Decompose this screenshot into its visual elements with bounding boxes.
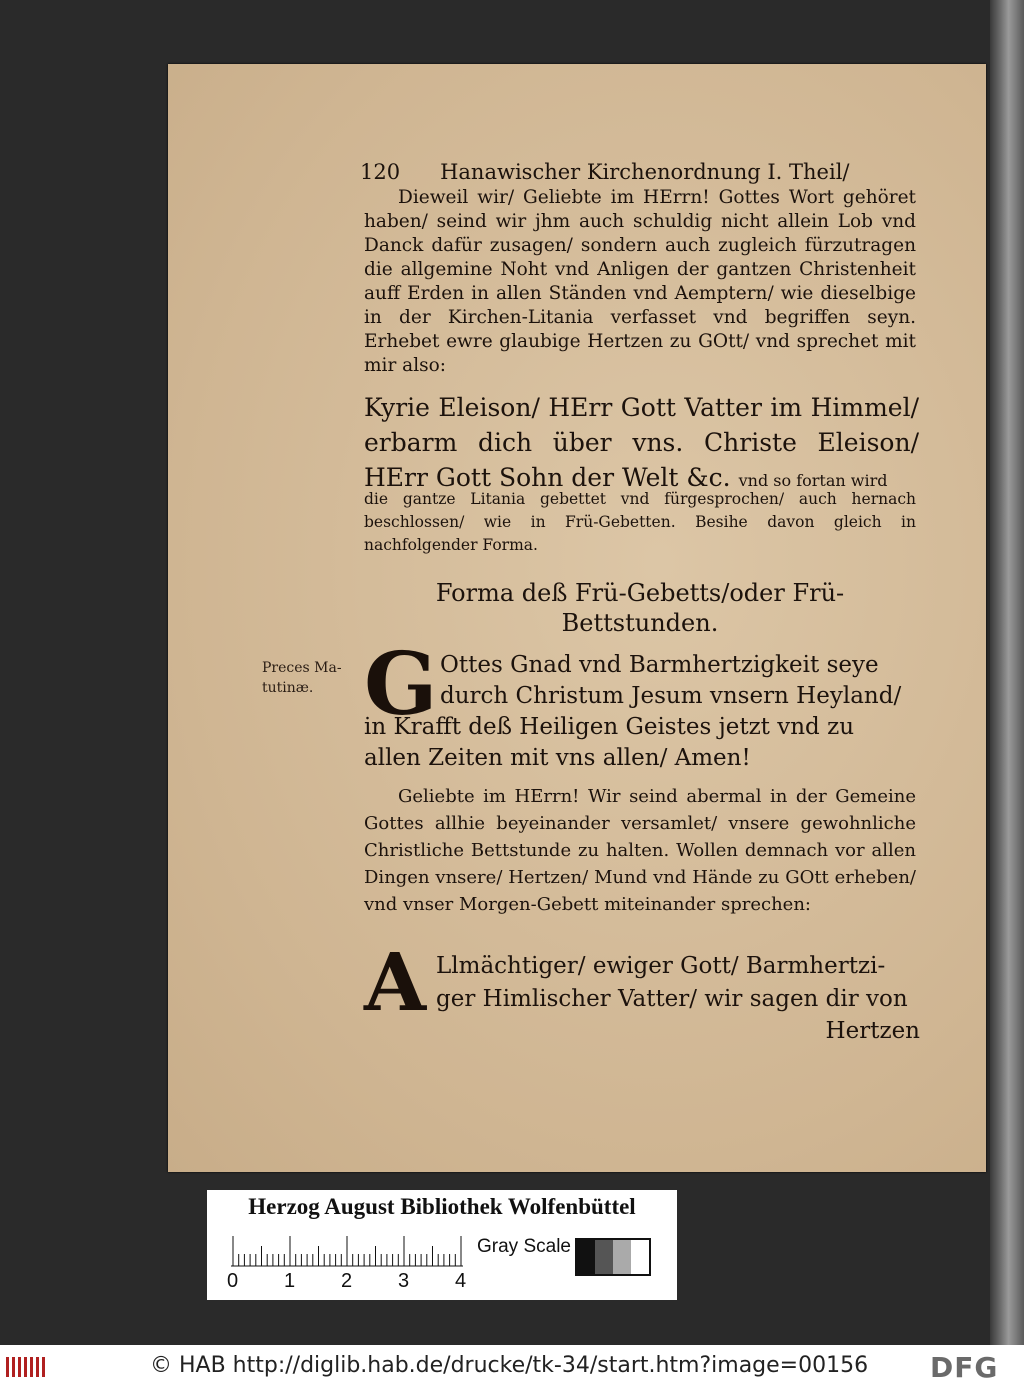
dfg-logo: DFG bbox=[930, 1351, 999, 1384]
ruler-number-4: 4 bbox=[455, 1270, 467, 1292]
ruler-ticks bbox=[231, 1236, 471, 1268]
section-title-line1: Forma deß Frü-Gebetts/oder Frü- bbox=[435, 579, 845, 607]
footer-bar bbox=[0, 1345, 1024, 1388]
prayer-opening bbox=[440, 650, 916, 712]
allm-line1: Llmächtiger/ ewiger Gott/ Barmhertzi- bbox=[436, 953, 886, 979]
ruler-title: Herzog August Bibliothek Wolfenbüttel bbox=[248, 1194, 636, 1219]
ruler-number-3: 3 bbox=[398, 1270, 410, 1292]
ruler-number-2: 2 bbox=[341, 1270, 353, 1292]
section-title-line2: Bettstunden. bbox=[561, 609, 719, 637]
hab-logo-icon bbox=[6, 1355, 46, 1379]
page-header bbox=[360, 160, 920, 184]
kyrie-litany bbox=[364, 390, 919, 498]
paragraph-text: Dieweil wir/ Geliebte im HErrn! Gottes Wort gehöret haben/ seind wir jhm auch schuldig nicht allein Lob vnd Danck dafür zusagen/ sondern auch zugleich fürzutragen die allgemine Noht vnd Anligen der gantzen Christenheit auff Erden in allen Ständen vnd Aemptern/ wie dieselbige in der Kirchen-Litania verfasset vnd begriffen seyn. Erhebet ewre glaubige Hertzen zu GOtt/ vnd sprechet mit mir also: bbox=[364, 187, 916, 376]
paragraph-geliebte bbox=[364, 783, 916, 918]
kyrie-text: Kyrie Eleison/ HErr Gott Vatter im Himmel/ erbarm dich über vns. Christe Eleison/ HErr Gott Sohn der Welt &c. bbox=[364, 393, 919, 492]
prayer-opening-rest: in Krafft deß Heiligen Geistes jetzt vnd zu allen Zeiten mit vns allen/ Amen! bbox=[364, 714, 855, 771]
color-ruler-card bbox=[207, 1190, 677, 1300]
prayer-allmaechtiger bbox=[436, 950, 916, 1016]
section-title bbox=[364, 578, 916, 638]
gray-swatch-4 bbox=[631, 1240, 649, 1274]
page-number: 120 bbox=[360, 160, 401, 184]
gray-swatch-2 bbox=[595, 1240, 613, 1274]
paragraph-dieweil bbox=[364, 186, 916, 378]
gray-scale-label: Gray Scale bbox=[477, 1236, 571, 1257]
copyright-link[interactable]: © HAB http://diglib.hab.de/drucke/tk-34/start.htm?image=00156 bbox=[150, 1353, 869, 1378]
margin-note-line2: tutinæ. bbox=[262, 680, 314, 696]
running-title: Hanawischer Kirchenordnung I. Theil/ bbox=[440, 160, 850, 184]
gray-scale-swatches bbox=[575, 1238, 651, 1276]
ruler-number-0: 0 bbox=[227, 1270, 239, 1292]
catchword: Hertzen bbox=[825, 1018, 920, 1044]
margin-note bbox=[262, 658, 342, 698]
kyrie-small-text: vnd so fortan wird bbox=[738, 471, 888, 490]
allm-line2: ger Himlischer Vatter/ wir sagen dir von bbox=[436, 986, 908, 1012]
drop-cap-a: A bbox=[364, 935, 427, 1029]
prayer-opening-line1: Ottes Gnad vnd Barmhertzigkeit seye bbox=[440, 652, 879, 678]
book-edge bbox=[990, 0, 1024, 1345]
margin-note-line1: Preces Ma- bbox=[262, 660, 342, 676]
drop-cap-g: G bbox=[364, 634, 438, 735]
prayer-opening-line2: durch Christum Jesum vnsern Heyland/ bbox=[440, 683, 902, 709]
kyrie-continuation: die gantze Litania gebettet vnd fürgesprochen/ auch hernach beschlossen/ wie in Frü-Gebetten. Besihe davon gleich in nachfolgender Forma. bbox=[364, 490, 916, 554]
gray-swatch-1 bbox=[577, 1240, 595, 1274]
tick-marks bbox=[233, 1236, 461, 1266]
paragraph-geliebte-text: Geliebte im HErrn! Wir seind abermal in der Gemeine Gottes allhie beyeinander versamlet/ vnsere gewohnliche Christliche Bettstunde zu halten. Wollen demnach vor allen Dingen vnsere/ Hertzen/ Mund vnd Hände zu GOtt erheben/ vnd vnser Morgen-Gebett miteinander sprechen: bbox=[364, 786, 916, 915]
gray-swatch-3 bbox=[613, 1240, 631, 1274]
ruler-number-1: 1 bbox=[284, 1270, 296, 1292]
